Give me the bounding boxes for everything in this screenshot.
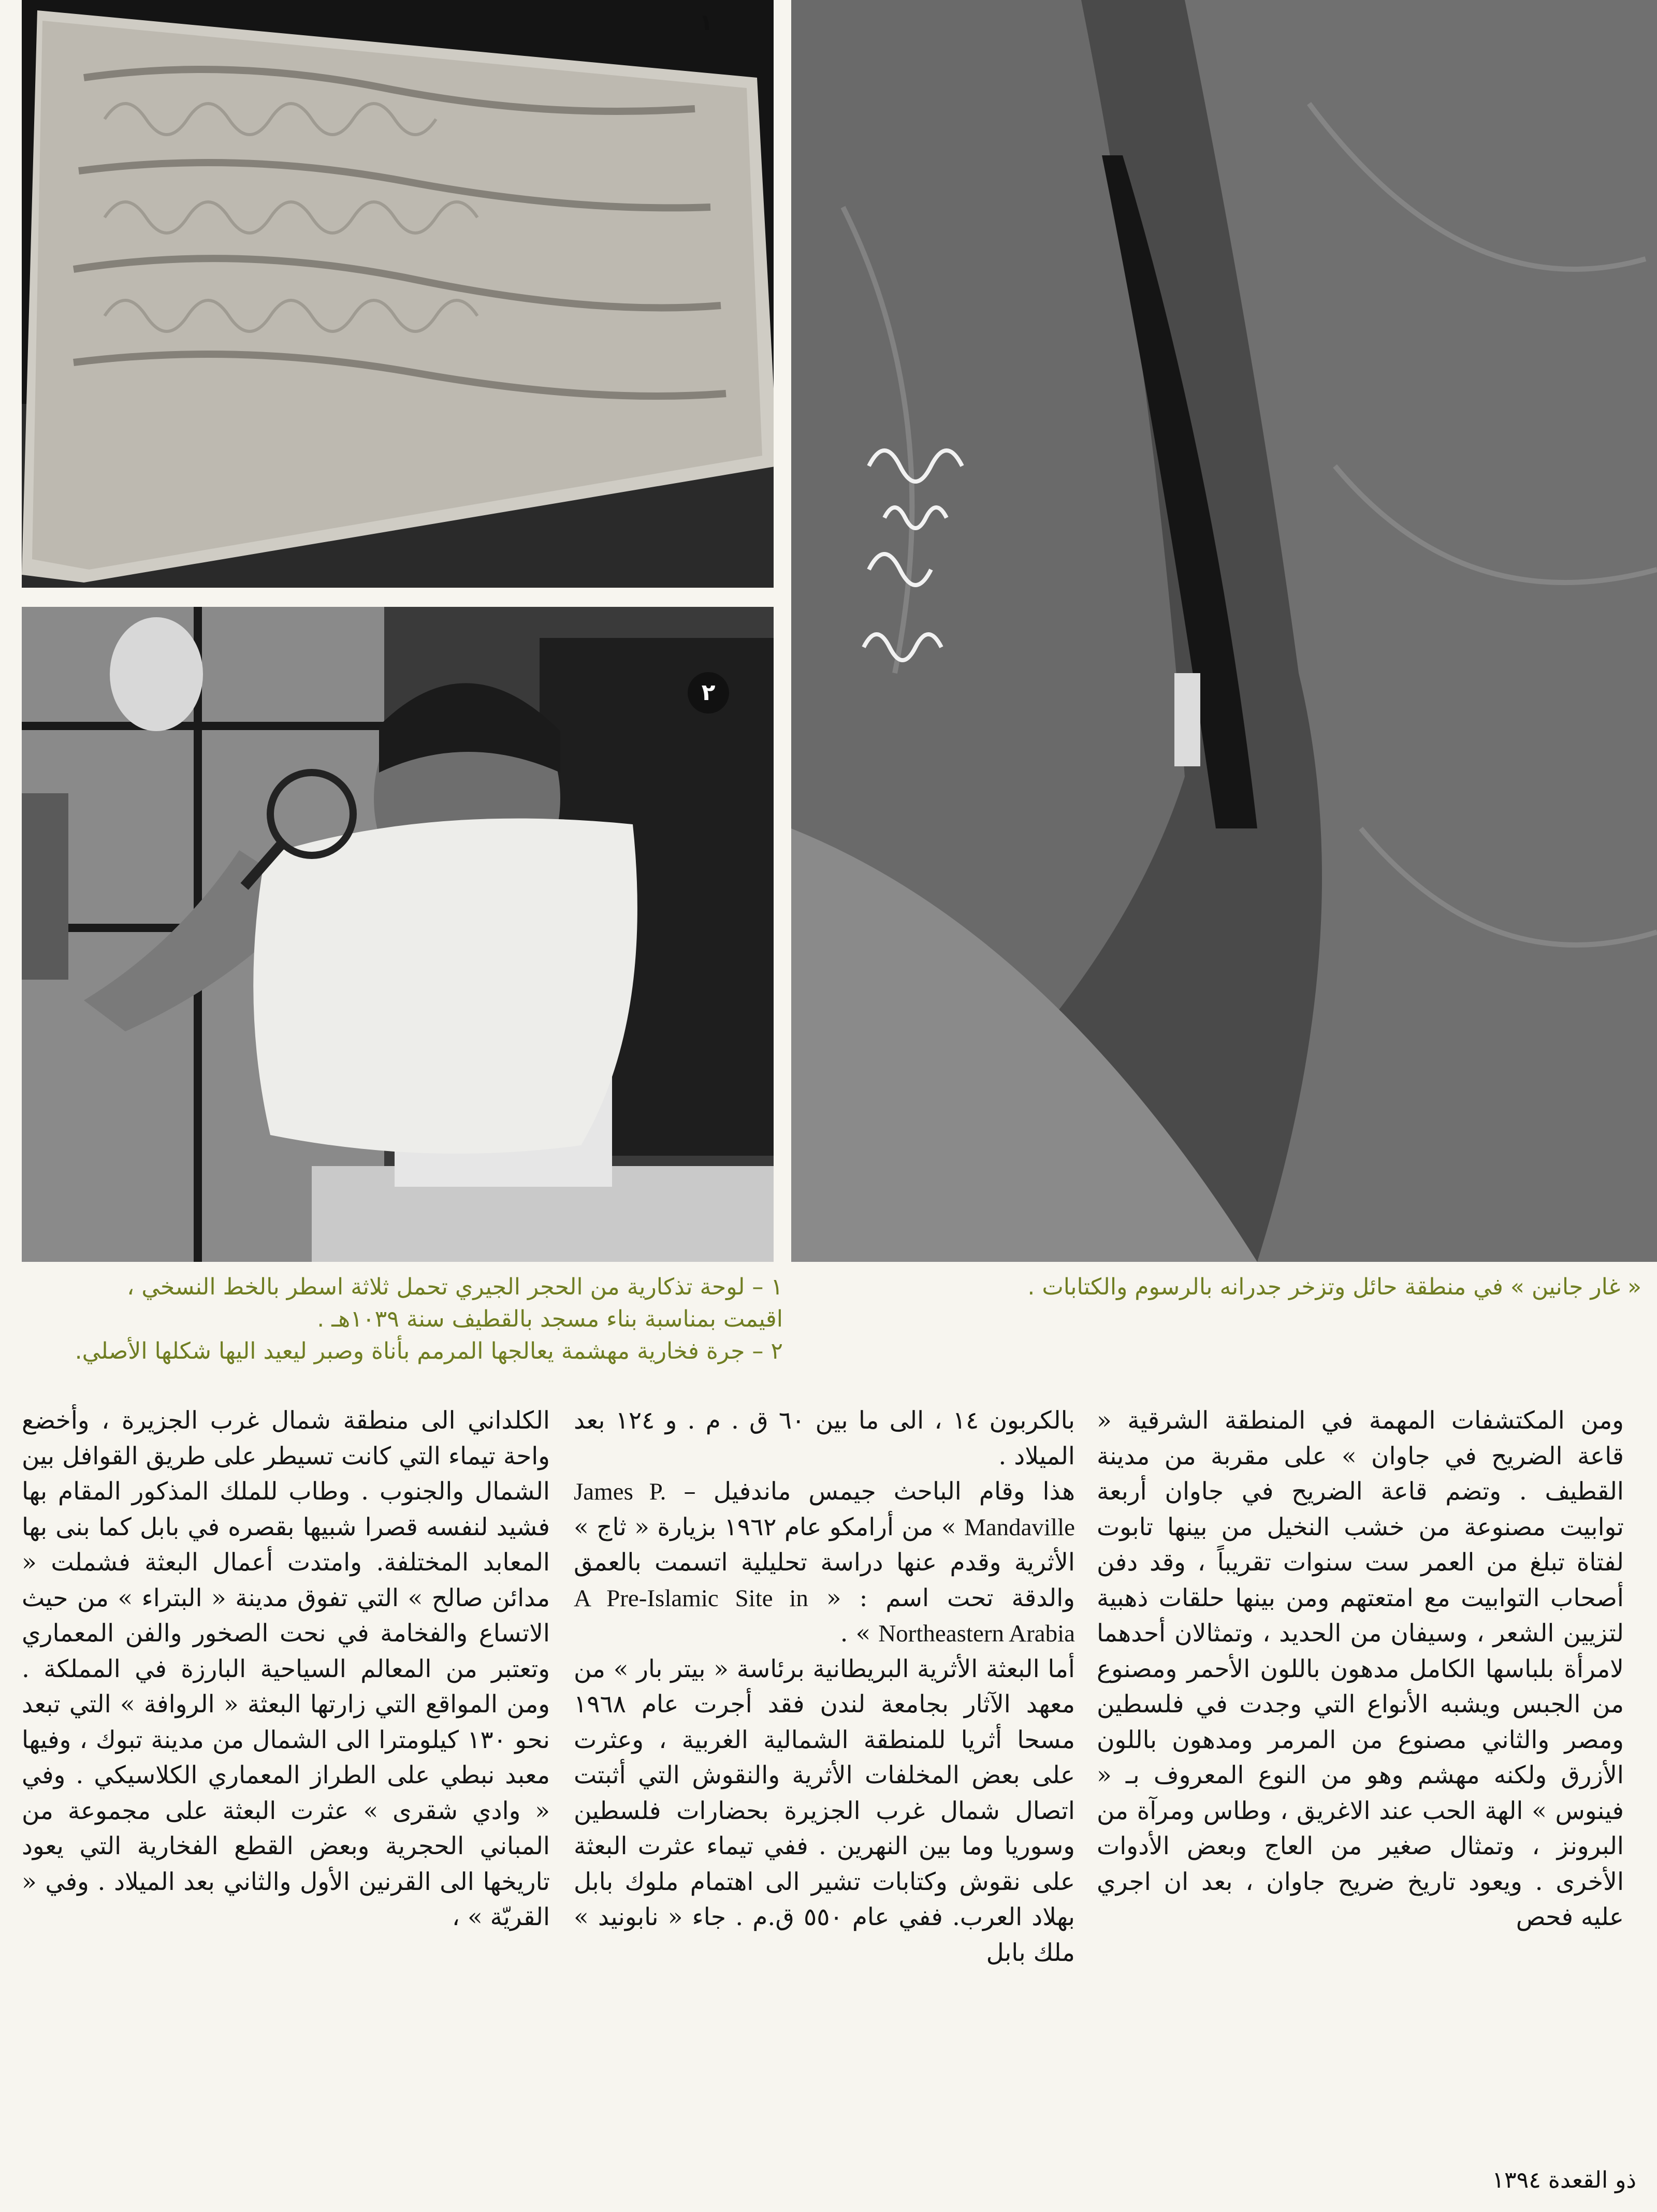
article-column-left bbox=[22, 1403, 550, 2154]
article-column-middle bbox=[574, 1403, 1075, 2154]
photo-number-1: ١ bbox=[699, 9, 713, 36]
caption-line-1: ١ – لوحة تذكارية من الحجر الجيري تحمل ثلاثة اسطر بالخط النسخي ، bbox=[127, 1274, 783, 1300]
caption-line-2: اقيمت بمناسبة بناء مسجد بالقطيف سنة ١٠٣٩هـ . bbox=[317, 1306, 783, 1332]
mandaville-intro: هذا وقام الباحث جيمس ماندفيل – bbox=[684, 1477, 1075, 1506]
caption-line-3: ٢ – جرة فخارية مهشمة يعالجها المرمم بأناة وصبر ليعيد اليها شكلها الأصلي. bbox=[75, 1338, 783, 1364]
photo-number-2: ٢ bbox=[688, 672, 729, 714]
article-column-right bbox=[1097, 1403, 1624, 2154]
column-middle-p1: بالكربون ١٤ ، الى ما بين ٦٠ ق . م . و ١٢٤ بعد الميلاد . bbox=[574, 1406, 1075, 1471]
cave-photo bbox=[791, 0, 1657, 1262]
thaj-text: » من أرامكو عام ١٩٦٢ بزيارة « ثاج » الأثرية وقدم عنها دراسة تحليلية اتسمت بالعمق والدقة تحت اسم : « bbox=[574, 1512, 1075, 1612]
study-title: A Pre-Islamic Site in Northeastern Arabia bbox=[574, 1584, 1075, 1647]
column-middle-p3: أما البعثة الأثرية البريطانية برئاسة « بيتر بار » من معهد الآثار بجامعة لندن فقد أجرت عام ١٩٦٨ مسحا أثريا للمنطقة الشمالية الغربية ، وعثرت على بعض المخلفات الأثرية والنقوش التي أثبتت اتصال شمال غرب الجزيرة بحضارات فلسطين وسوريا وما بين النهرين . ففي تيماء عثرت البعثة على نقوش وكتابات تشير الى اهتمام ملوك بابل بهلاد العرب. ففي عام ٥٥٠ ق.م . جاء « نابونيد » ملك بابل bbox=[574, 1654, 1075, 1967]
study-title-close: » . bbox=[840, 1619, 871, 1648]
page-footer-date: ذو القعدة ١٣٩٤ bbox=[1492, 2167, 1636, 2193]
photos-caption bbox=[22, 1271, 783, 1367]
restorer-photo bbox=[22, 607, 774, 1262]
plaque-photo bbox=[22, 0, 774, 588]
mandaville-name: James P. Mandaville bbox=[574, 1478, 1075, 1541]
column-right-text: ومن المكتشفات المهمة في المنطقة الشرقية « قاعة الضريح في جاوان » على مقربة من مدينة القطيف . وتضم قاعة الضريح في جاوان أربعة توابيت مصنوعة من خشب النخيل من بينها تابوت لفتاة تبلغ من العمر ست سنوات تقريباً ، وقد دفن أصحاب التوابيت مع امتعتهم ومن بينها حلقات ذهبية لتزيين الشعر ، وسيفان من الحديد ، وتمثالان أحدهما لامرأة بلباسها الكامل مدهون باللون الأحمر ومصنوع من الجبس ويشبه الأنواع التي وجدت في فلسطين ومصر والثاني مصنوع من المرمر ومدهون باللون الأزرق ولكنه مهشم وهو من النوع المعروف بـ « فينوس » الهة الحب عند الاغريق ، وطاس ومرآة من البرونز ، وتمثال صغير من العاج وبعض الأدوات الأخرى . ويعود تاريخ ضريح جاوان ، بعد ان اجري عليه فحص bbox=[1097, 1406, 1624, 1931]
column-middle-p2 bbox=[574, 1474, 1075, 1652]
column-left-text: الكلداني الى منطقة شمال غرب الجزيرة ، وأخضع واحة تيماء التي كانت تسيطر على طريق القوافل بين الشمال والجنوب . وطاب للملك المذكور المقام بها فشيد لنفسه قصرا شبيها بقصره في بابل كما بنى بها المعابد المختلفة. وامتدت أعمال البعثة فشملت « مدائن صالح » التي تفوق مدينة « البتراء » من حيث الاتساع والفخامة في نحت الصخور والفن المعماري وتعتبر من المعالم السياحية البارزة في المملكة . ومن المواقع التي زارتها البعثة « الروافة » التي تبعد نحو ١٣٠ كيلومترا الى الشمال من مدينة تبوك ، وفيها معبد نبطي على الطراز المعماري الكلاسيكي . وفي « وادي شقرى » عثرت البعثة على مجموعة من المباني الحجرية وبعض القطع الفخارية التي يعود تاريخها الى القرنين الأول والثاني بعد الميلاد . وفي « القريّة » ، bbox=[22, 1406, 550, 1931]
cave-caption: « غار جانين » في منطقة حائل وتزخر جدرانه بالرسوم والكتابات . bbox=[1027, 1274, 1641, 1300]
